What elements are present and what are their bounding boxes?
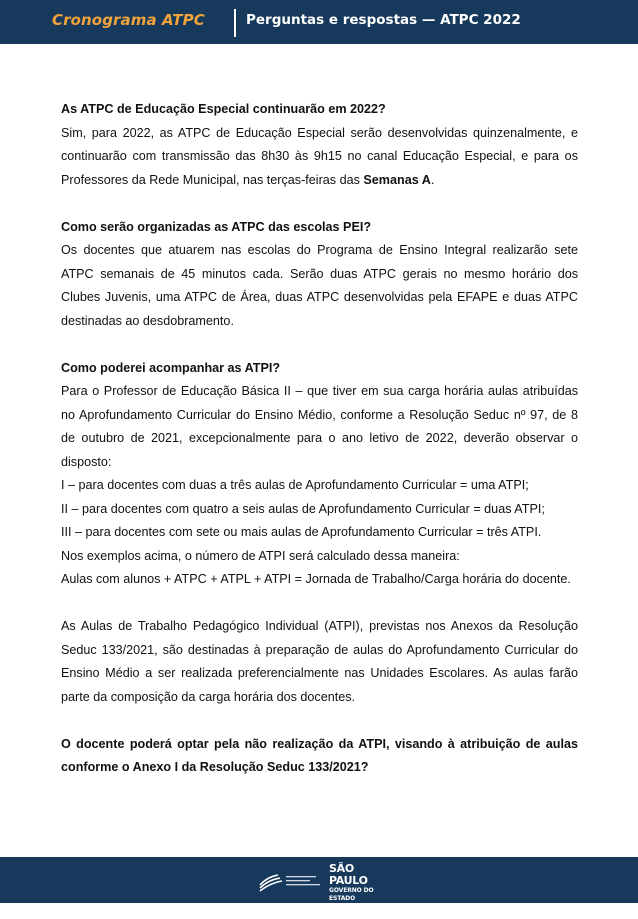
header-right-title: Perguntas e respostas — ATPC 2022 xyxy=(246,12,521,28)
answer-3-item-1: I – para docentes com duas a três aulas de Aprofundamento Curricular = uma ATPI; xyxy=(61,478,529,492)
logo-sp-secretaria: Secretaria da Educação xyxy=(329,904,363,918)
logo-sp-title: SÃO PAULO xyxy=(329,862,368,887)
answer-2: Os docentes que atuarem nas escolas do Programa de Ensino Integral realizarão sete ATPC semanais de 45 minutos cada. Serão duas ATPC gerais no mesmo horário dos Clubes Juvenis, uma ATPC de Área, duas ATPC desenvolvidas pela EFAPE e duas ATPC destinadas ao desdobramento. xyxy=(61,243,578,328)
question-3: Como poderei acompanhar as ATPI? xyxy=(61,360,281,375)
question-4: O docente poderá optar pela não realização da ATPI, visando à atribuição de aulas conforme o Anexo I da Resolução Seduc 133/2021? xyxy=(61,736,578,774)
spacer xyxy=(61,333,578,357)
logo-sp-subtitle: GOVERNO DO ESTADO xyxy=(329,887,374,902)
question-1: As ATPC de Educação Especial continuarão em 2022? xyxy=(61,102,386,116)
spacer xyxy=(61,192,578,216)
sao-paulo-state-logo-icon xyxy=(329,862,381,918)
header-left-title: Cronograma ATPC xyxy=(52,11,205,29)
answer-3-item-2: II – para docentes com quatro a seis aulas de Aprofundamento Curricular = duas ATPI; xyxy=(61,501,545,516)
efape-logo-icon xyxy=(258,868,322,894)
page-footer xyxy=(0,857,638,918)
answer-3-paragraph: As Aulas de Trabalho Pedagógico Individual (ATPI), previstas nos Anexos da Resolução Seduc 133/2021, são destinadas à preparação de aulas do Aprofundamento Curricular do Ensino Médio a ser realizada preferencialmente nas Unidades Escolares. As aulas farão parte da composição da carga horária dos docentes. xyxy=(61,619,578,704)
answer-1 xyxy=(61,122,578,193)
page-header xyxy=(0,0,638,44)
answer-1-bold: Semanas A xyxy=(363,172,431,187)
answer-3-intro: Para o Professor de Educação Básica II – que tiver em sua carga horária aulas atribuídas no Aprofundamento Curricular do Ensino Médio, conforme a Resolução Seduc nº 97, de 8 de outubro de 2021, excepcionalmente para o ano letivo de 2022, deverão observar o disposto: xyxy=(61,384,578,469)
answer-3-calc-intro: Nos exemplos acima, o número de ATPI será calculado dessa maneira: xyxy=(61,548,460,563)
answer-3-item-3: III – para docentes com sete ou mais aulas de Aprofundamento Curricular = três ATPI. xyxy=(61,525,542,539)
answer-1-end: . xyxy=(430,172,435,187)
answer-1-text: Sim, para 2022, as ATPC de Educação Especial serão desenvolvidas quinzenalmente, e continuarão com transmissão das 8h30 às 9h15 no canal Educação Especial, e para os Professores da Rede Municipal, nas terças-feiras das xyxy=(61,125,578,187)
header-divider xyxy=(234,9,236,37)
question-2: Como serão organizadas as ATPC das escolas PEI? xyxy=(61,219,372,234)
answer-3-formula: Aulas com alunos + ATPC + ATPL + ATPI = Jornada de Trabalho/Carga horária do docente. xyxy=(61,572,571,586)
spacer xyxy=(61,592,578,616)
document-body xyxy=(61,98,578,780)
spacer xyxy=(61,709,578,733)
